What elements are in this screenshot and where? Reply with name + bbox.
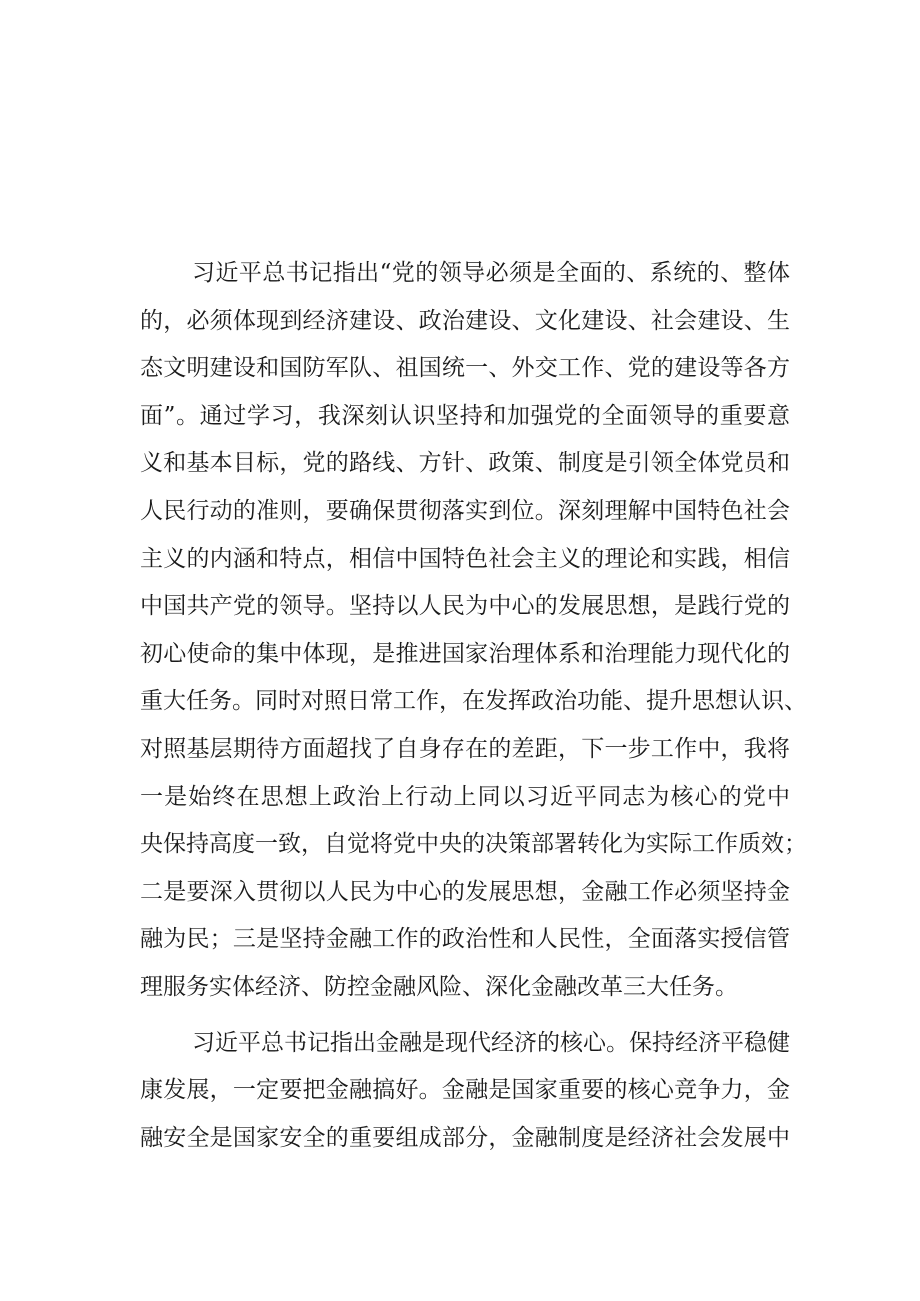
paragraph-line: 主义的内涵和特点，相信中国特色社会主义的理论和实践，相信	[140, 545, 790, 572]
paragraph-line: 初心使命的集中体现，是推进国家治理体系和治理能力现代化的	[140, 640, 790, 667]
paragraph-line: 融安全是国家安全的重要组成部分，金融制度是经济社会发展中	[140, 1124, 790, 1151]
paragraph-line: 人民行动的准则，要确保贯彻落实到位。深刻理解中国特色社会	[140, 497, 790, 524]
paragraph-line: 习近平总书记指出金融是现代经济的核心。保持经济平稳健	[192, 1029, 790, 1056]
paragraph-line: 的，必须体现到经济建设、政治建设、文化建设、社会建设、生	[140, 307, 790, 334]
paragraph-gap	[140, 1012, 790, 1020]
paragraph-1	[140, 250, 807, 1012]
paragraph-line: 态文明建设和国防军队、祖国统一、外交工作、党的建设等各方	[140, 355, 790, 382]
paragraph-line: 央保持高度一致，自觉将党中央的决策部署转化为实际工作质效；	[140, 831, 807, 858]
paragraph-line: 重大任务。同时对照日常工作，在发挥政治功能、提升思想认识、	[140, 688, 807, 715]
paragraph-line: 一是始终在思想上政治上行动上同以习近平同志为核心的党中	[140, 783, 790, 810]
paragraph-2	[140, 1020, 790, 1163]
paragraph-line: 面”。通过学习，我深刻认识坚持和加强党的全面领导的重要意	[140, 402, 790, 429]
paragraph-line: 二是要深入贯彻以人民为中心的发展思想，金融工作必须坚持金	[140, 878, 790, 905]
paragraph-line: 对照基层期待方面超找了自身存在的差距，下一步工作中，我将	[140, 735, 790, 762]
paragraph-line: 义和基本目标，党的路线、方针、政策、制度是引领全体党员和	[140, 450, 790, 477]
paragraph-line: 康发展，一定要把金融搞好。金融是国家重要的核心竞争力，金	[140, 1077, 790, 1104]
paragraph-line: 融为民；三是坚持金融工作的政治性和人民性，全面落实授信管	[140, 926, 790, 953]
document-body	[140, 250, 807, 1162]
paragraph-line: 习近平总书记指出“党的领导必须是全面的、系统的、整体	[192, 260, 790, 286]
paragraph-line: 中国共产党的领导。坚持以人民为中心的发展思想，是践行党的	[140, 593, 790, 620]
paragraph-line: 理服务实体经济、防控金融风险、深化金融改革三大任务。	[140, 973, 738, 1000]
